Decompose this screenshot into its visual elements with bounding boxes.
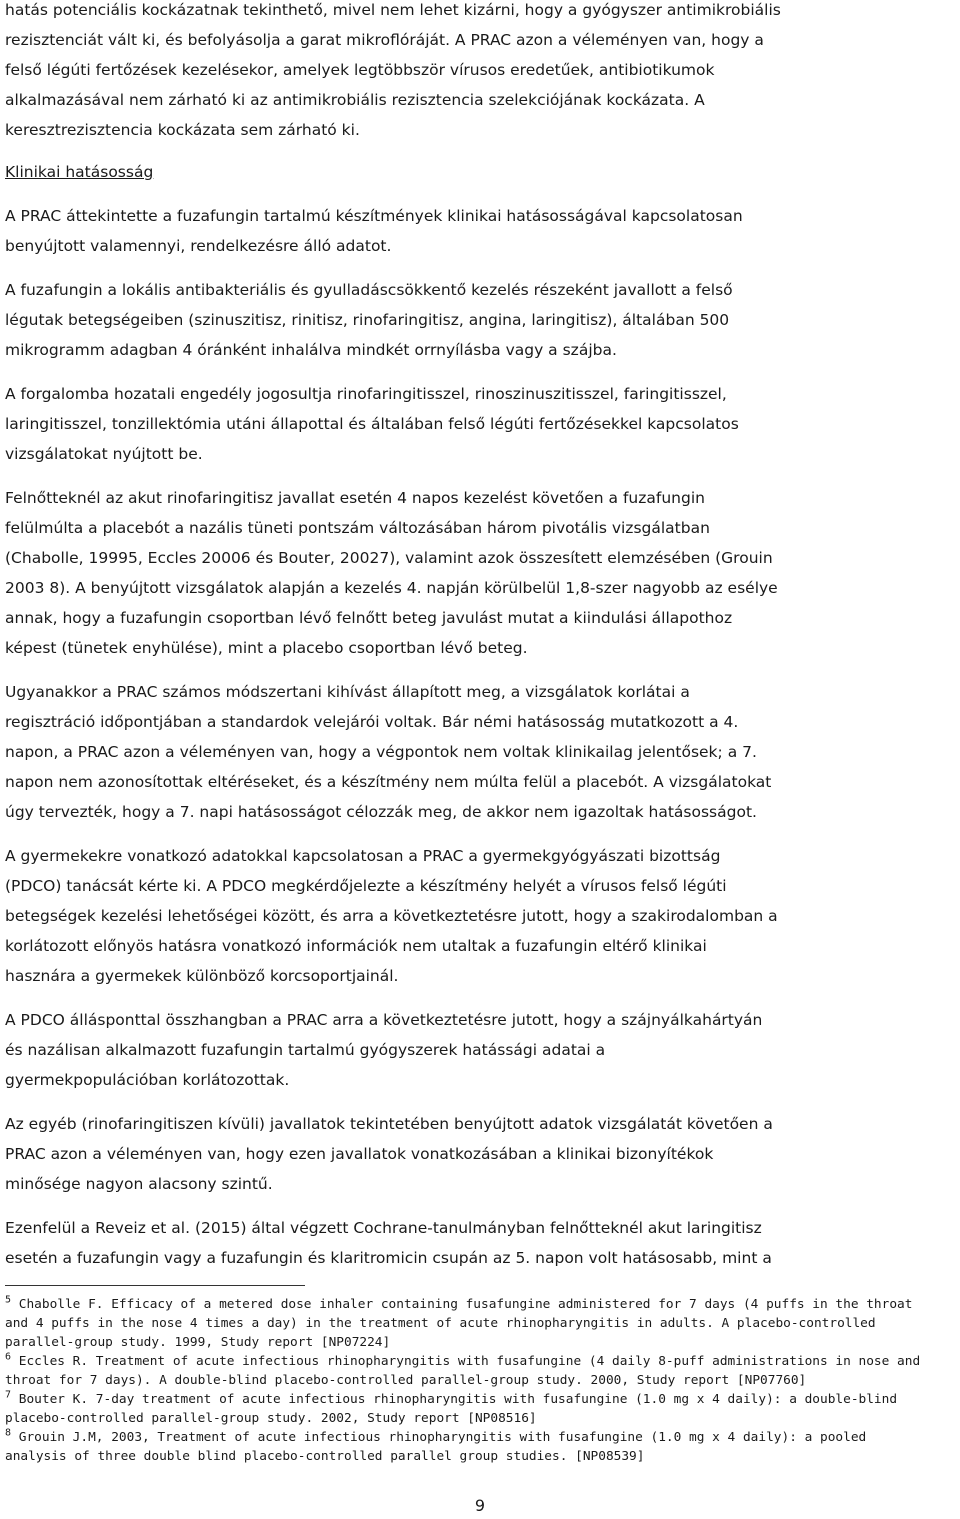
text-line: rezisztenciát vált ki, és befolyásolja a garat mikroflóráját. A PRAC azon a véleményen van, hogy a	[5, 31, 764, 49]
text-line: esetén a fuzafungin vagy a fuzafungin és klaritromicin csupán az 5. napon volt hatásosabb, mint a	[5, 1249, 772, 1267]
text-line: PRAC azon a véleményen van, hogy ezen javallatok vonatkozásában a klinikai bizonyítékok	[5, 1145, 714, 1163]
text-line: hasznára a gyermekek különböző korcsoportjainál.	[5, 967, 399, 985]
text-line: alkalmazásával nem zárható ki az antimikrobiális rezisztencia szelekciójának kockázata. A	[5, 91, 705, 109]
text-line: Ugyanakkor a PRAC számos módszertani kihívást állapított meg, a vizsgálatok korlátai a	[5, 683, 690, 701]
section-heading: Klinikai hatásosság	[5, 163, 154, 181]
text-line: A PDCO állásponttal összhangban a PRAC arra a következtetésre jutott, hogy a szájnyálkahártyán	[5, 1011, 763, 1029]
text-line: A PRAC áttekintette a fuzafungin tartalmú készítmények klinikai hatásosságával kapcsolatosan	[5, 207, 743, 225]
text-line: felülmúlta a placebót a nazális tüneti pontszám változásában három pivotális vizsgálatban	[5, 519, 710, 537]
text-line: and 4 puffs in the nose 4 times a day) in the treatment of acute rhinopharyngitis in adults. A placebo-controlled	[5, 1316, 876, 1331]
footnote-number: 6	[5, 1351, 12, 1363]
text-line: laringitisszel, tonzillektómia utáni állapottal és általában felső légúti fertőzésekkel kapcsolatos	[5, 415, 739, 433]
text-line: betegségek kezelési lehetőségei között, és arra a következtetésre jutott, hogy a szakirodalomban a	[5, 907, 778, 925]
paragraph-marketing-holder	[5, 379, 957, 469]
footnote-item	[5, 1352, 955, 1390]
text-line: A fuzafungin a lokális antibakteriális és gyulladáscsökkentő kezelés részeként javallott a felső	[5, 281, 733, 299]
text-line: A gyermekekre vonatkozó adatokkal kapcsolatosan a PRAC a gyermekgyógyászati bizottság	[5, 847, 721, 865]
paragraph-methodology	[5, 677, 957, 827]
page-number: 9	[474, 1496, 486, 1515]
text-line: napon nem azonosítottak eltéréseket, és a készítmény nem múlta felül a placebót. A vizsgálatokat	[5, 773, 772, 791]
text-line: úgy tervezték, hogy a 7. napi hatásosságot célozzák meg, de akkor nem igazoltak hatásosságot.	[5, 803, 757, 821]
text-line: annak, hogy a fuzafungin csoportban lévő felnőtt beteg javulást mutat a kiindulási állapothoz	[5, 609, 733, 627]
text-line: napon, a PRAC azon a véleményen van, hogy a végpontok nem voltak klinikailag jelentősek; a 7.	[5, 743, 757, 761]
paragraph-adult-efficacy	[5, 483, 957, 663]
text-line: felső légúti fertőzések kezelésekor, amelyek legtöbbször vírusos eredetűek, antibiotikumok	[5, 61, 715, 79]
text-line: hatás potenciális kockázatnak tekinthető, mivel nem lehet kizárni, hogy a gyógyszer antimikrobiális	[5, 1, 781, 19]
footnote-item	[5, 1295, 955, 1352]
text-line: keresztrezisztencia kockázata sem zárható ki.	[5, 121, 360, 139]
text-line: mikrogramm adagban 4 óránként inhalálva mindkét orrnyílásba vagy a szájba.	[5, 341, 617, 359]
footnote-separator	[5, 1285, 305, 1286]
text-line: Felnőtteknél az akut rinofaringitisz javallat esetén 4 napos kezelést követően a fuzafungin	[5, 489, 705, 507]
text-line: Grouin J.M, 2003, Treatment of acute infectious rhinopharyngitis with fusafungine (1.0 mg x 4 daily): a pooled	[18, 1430, 867, 1445]
footnote-number: 8	[5, 1427, 12, 1439]
text-line: Az egyéb (rinofaringitiszen kívüli) javallatok tekintetében benyújtott adatok vizsgálatát követően a	[5, 1115, 773, 1133]
text-line: (Chabolle, 19995, Eccles 20006 és Bouter, 20027), valamint azok összesített elemzésében (Grouin	[5, 549, 773, 567]
text-line: Bouter K. 7-day treatment of acute infectious rhinopharyngitis with fusafungine (1.0 mg x 4 daily): a double-blind	[18, 1392, 898, 1407]
text-line: 2003 8). A benyújtott vizsgálatok alapján a kezelés 4. napján körülbelül 1,8-szer nagyobb az esélye	[5, 579, 778, 597]
footnotes	[5, 1295, 955, 1466]
text-line: analysis of three double blind placebo-controlled parallel group studies. [NP08539]	[5, 1449, 645, 1464]
document-body	[5, 0, 957, 1273]
paragraph-cochrane	[5, 1213, 957, 1273]
text-line: throat for 7 days). A double-blind placebo-controlled parallel-group study. 2000, Study report [NP07760]	[5, 1373, 807, 1388]
text-line: (PDCO) tanácsát kérte ki. A PDCO megkérdőjelezte a készítmény helyét a vírusos felső légúti	[5, 877, 727, 895]
text-line: benyújtott valamennyi, rendelkezésre álló adatot.	[5, 237, 392, 255]
text-line: A forgalomba hozatali engedély jogosultja rinofaringitisszel, rinoszinuszitisszel, faringitisszel,	[5, 385, 727, 403]
footnote-number: 7	[5, 1389, 12, 1401]
text-line: Chabolle F. Efficacy of a metered dose inhaler containing fusafungine administered for 7 days (4 puffs in the throat	[18, 1297, 913, 1312]
paragraph-other-indications	[5, 1109, 957, 1199]
text-line: parallel-group study. 1999, Study report [NP07224]	[5, 1335, 391, 1350]
text-line: korlátozott előnyös hatásra vonatkozó információk nem utaltak a fuzafungin eltérő klinikai	[5, 937, 707, 955]
footnote-number: 5	[5, 1294, 12, 1306]
text-line: légutak betegségeiben (szinuszitisz, rinitisz, rinofaringitisz, angina, laringitisz), általában 500	[5, 311, 730, 329]
text-line: és nazálisan alkalmazott fuzafungin tartalmú gyógyszerek hatássági adatai a	[5, 1041, 606, 1059]
text-line: Eccles R. Treatment of acute infectious rhinopharyngitis with fusafungine (4 daily 8-puff administrations in nose and	[18, 1354, 921, 1369]
paragraph-pediatric	[5, 841, 957, 991]
text-line: képest (tünetek enyhülése), mint a placebo csoportban lévő beteg.	[5, 639, 528, 657]
text-line: Ezenfelül a Reveiz et al. (2015) által végzett Cochrane-tanulmányban felnőtteknél akut laringitisz	[5, 1219, 762, 1237]
paragraph-pdco-position	[5, 1005, 957, 1095]
text-line: placebo-controlled parallel-group study. 2002, Study report [NP08516]	[5, 1411, 537, 1426]
paragraph-prac-review	[5, 201, 957, 261]
text-line: regisztráció időpontjában a standardok velejárói voltak. Bár némi hatásosság mutatkozott a 4.	[5, 713, 739, 731]
intro-paragraph	[5, 0, 957, 145]
text-line: minősége nagyon alacsony szintű.	[5, 1175, 273, 1193]
text-line: vizsgálatokat nyújtott be.	[5, 445, 203, 463]
footnote-item	[5, 1390, 955, 1428]
text-line: gyermekpopulációban korlátozottak.	[5, 1071, 290, 1089]
paragraph-indication	[5, 275, 957, 365]
footnote-item	[5, 1428, 955, 1466]
